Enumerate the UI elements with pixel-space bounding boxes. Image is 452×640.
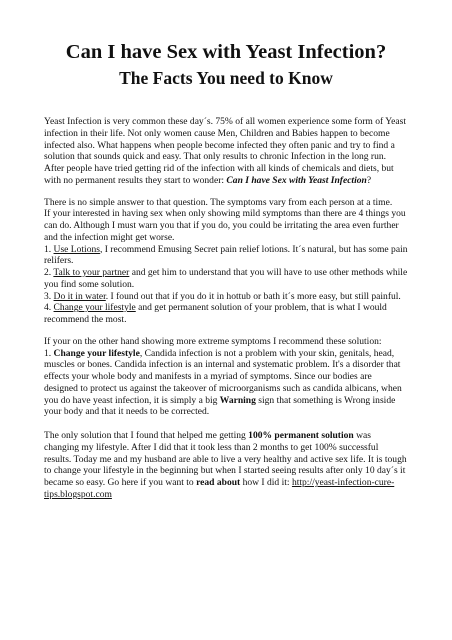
answer-paragraph-2: If your interested in having sex when only showing mild symptoms than there are 4 things you can do. Although I must warn you that if you do, you could be irritating the area even further and the infection might get worse. <box>44 208 406 243</box>
blog-url-link[interactable]: http://yeast-infection-cure-tips.blogspot.com <box>44 477 395 500</box>
article-body <box>44 116 408 501</box>
warning-word: Warning <box>219 394 256 406</box>
conclusion-paragraph: The only solution that I found that helped me getting 100% permanent solution was changing my lifestyle. After I did that it took less than 2 months to get 100% successful results. Today me and my husband are able to live a very healthy and active sex life. It is tough to change your lifestyle in the beginning but when I started seeing results after only 10 day´s it became so easy. Go here if you want to read about how I did it: http://yeast-infection-cure-tips.blogspot.com <box>44 430 407 500</box>
severe-item-1: 1. Change your lifestyle, Candida infection is not a problem with your skin, genitals, head, muscles or bones. Candida infection is an internal and systematic problem. It's a disorder that effects your whole body and manifests in a myriad of symptoms. Since our bodies are designed to protect us against the takeover of microorganisms such as candida albicans, when you do have yeast infection, it is simply a big Warning sign that something is Wrong inside your body and that it needs to be corrected. <box>44 347 402 418</box>
intro-question: Can I have Sex with Yeast Infection <box>226 174 367 186</box>
tip-link-talk-to-partner[interactable]: Talk to your partner <box>53 267 130 278</box>
tip-item-1: 1. Use Lotions, I recommend Emusing Secret pain relief lotions. It´s natural, but has some pain relifers. <box>44 243 408 267</box>
tip-link-use-lotions[interactable]: Use Lotions <box>53 243 100 255</box>
permanent-solution-bold: 100% permanent solution <box>248 430 354 441</box>
tip-link-change-lifestyle[interactable]: Change your lifestyle <box>53 302 136 314</box>
severe-bold-lifestyle: Change your lifestyle <box>53 347 140 359</box>
tip-item-4: 4. Change your lifestyle and get permanent solution of your problem, that is what I would recommend the most. <box>44 302 387 325</box>
tip-item-3: 3. Do it in water. I found out that if you do it in hottub or bath it´s more easy, but still painful. <box>44 290 401 302</box>
severe-intro: If your on the other hand showing more extreme symptoms I recommend these solution: <box>44 335 382 347</box>
intro-paragraph <box>44 116 408 187</box>
tip-link-do-it-in-water[interactable]: Do it in water <box>53 290 106 302</box>
page-subtitle: The Facts You need to Know <box>119 68 333 88</box>
answer-paragraph-1: There is no simple answer to that question. The symptoms vary from each person at a time. <box>44 196 393 208</box>
intro-text: Yeast Infection is very common these day´s. 75% of all women experience some form of Yeast infection in their life. Not only women cause Men, Children and Babies happen to become infected also. What happens when people become infected they often panic and try to find a solution that sounds quick and easy. That only results to chronic Infection in the long run. After people have tried getting rid of the infection with all kinds of chemicals and diets, but with no permanent results they start to wonder: <box>44 116 406 186</box>
page-title: Can I have Sex with Yeast Infection? <box>65 41 387 63</box>
tip-item-2: 2. Talk to your partner and get him to understand that you will have to use other methods while you find some solution. <box>44 267 408 290</box>
read-about-bold: read about <box>196 477 241 488</box>
intro-question-end: ? <box>366 174 372 186</box>
